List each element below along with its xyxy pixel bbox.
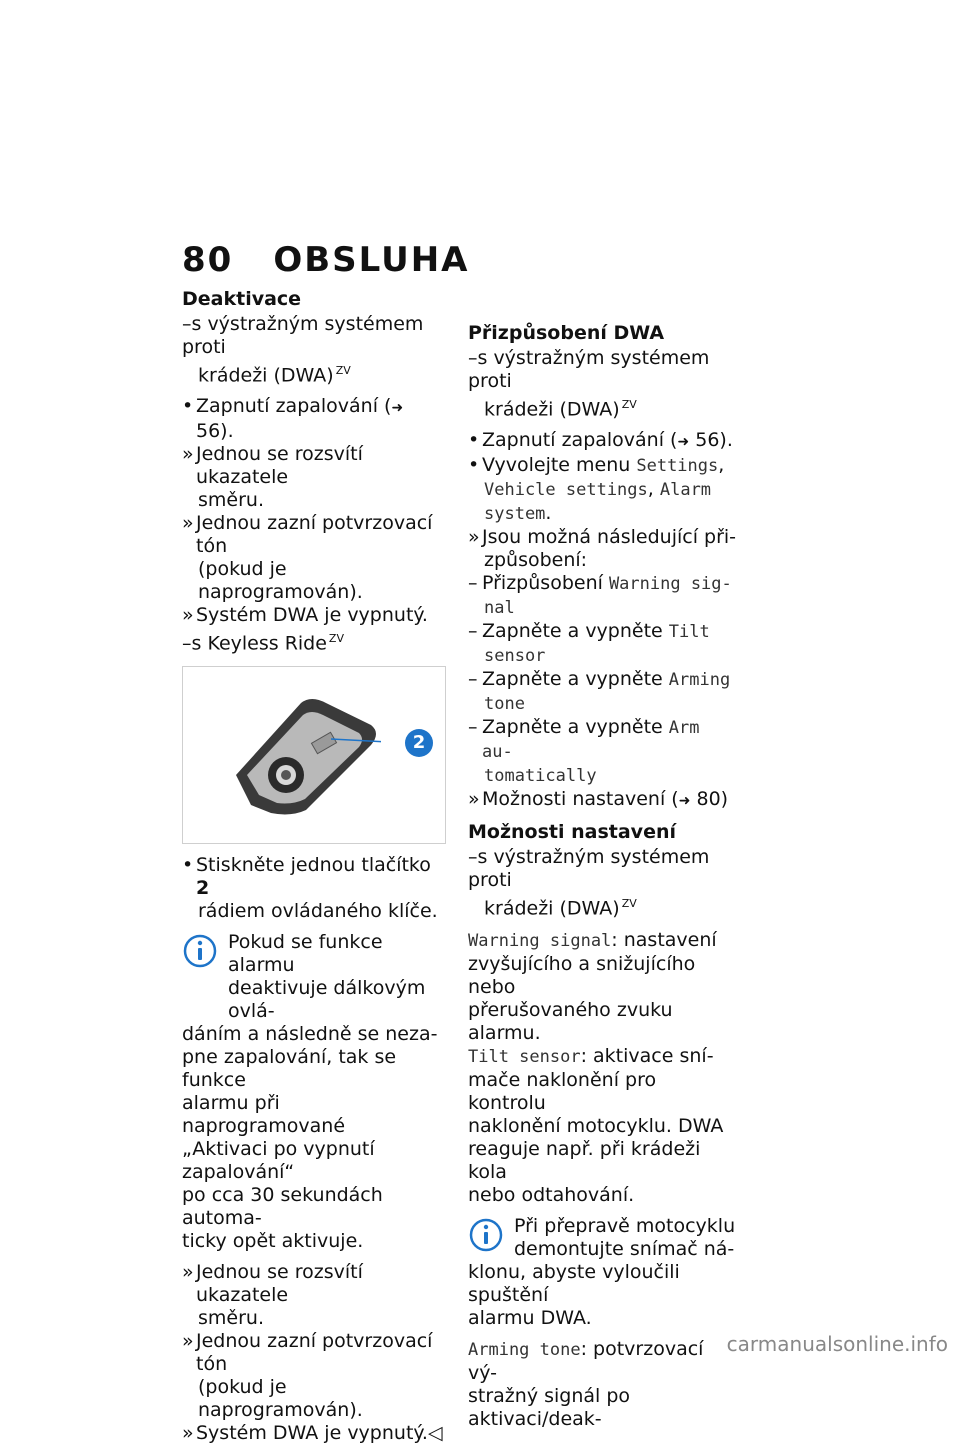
info-text: demontujte snímač ná- bbox=[514, 1237, 735, 1260]
dash-icon: – bbox=[468, 572, 478, 595]
menu-option: nal bbox=[484, 598, 515, 619]
dash-item bbox=[468, 620, 738, 644]
callout-badge: 2 bbox=[405, 729, 433, 757]
dash-item-cont bbox=[468, 692, 738, 716]
page-header bbox=[182, 240, 469, 280]
bullet-item: • Vyvolejte menu Settings, bbox=[468, 454, 725, 477]
menu-option: Warning sig- bbox=[608, 574, 732, 595]
dash-item bbox=[468, 716, 738, 764]
option-desc: zvyšujícího a snižujícího nebo bbox=[468, 952, 696, 998]
dash-item-cont bbox=[468, 644, 738, 668]
result-item bbox=[468, 788, 738, 813]
menu-option: Tilt bbox=[668, 622, 710, 643]
result-icon: » bbox=[182, 1260, 194, 1283]
bullet-icon: • bbox=[182, 853, 194, 876]
bullet-item bbox=[468, 429, 738, 454]
key-figure bbox=[182, 666, 446, 844]
info-text: deaktivuje dálkovým ovlá- bbox=[228, 976, 426, 1022]
result-item bbox=[182, 512, 444, 558]
result-icon: » bbox=[182, 443, 194, 466]
result-item bbox=[182, 604, 444, 627]
bullet-icon: • bbox=[182, 395, 194, 418]
dash-text: Zapněte a vypněte bbox=[482, 620, 663, 643]
info-text: dáním a následně se neza- bbox=[182, 1022, 438, 1045]
info-text: Pokud se funkce alarmu bbox=[228, 930, 383, 976]
result-item-cont: (pokud je naprogramován). bbox=[198, 1375, 363, 1421]
result-icon: » bbox=[182, 604, 194, 627]
option-desc: naklonění motocyklu. DWA bbox=[468, 1114, 724, 1137]
bullet-item-cont: rádiem ovládaného klíče. bbox=[198, 899, 438, 922]
sup-label: ZV bbox=[621, 897, 637, 911]
right-column bbox=[468, 322, 738, 1431]
requirement-text: krádeži (DWA) bbox=[484, 897, 620, 920]
requirement-line-cont bbox=[182, 359, 444, 387]
result-item-cont: směru. bbox=[198, 489, 264, 512]
page-title: OBSLUHA bbox=[273, 240, 470, 280]
ref-arrow-icon: ➜ bbox=[678, 793, 691, 810]
option-desc: nebo odtahování. bbox=[468, 1183, 635, 1206]
section-heading: Možnosti nastavení bbox=[468, 821, 676, 844]
option-name: Warning signal bbox=[468, 930, 612, 951]
result-text: Jsou možná následující při- bbox=[482, 526, 737, 549]
dash-text: Zapněte a vypněte bbox=[482, 716, 663, 739]
result-text: Jednou zazní potvrzovací tón bbox=[196, 1329, 433, 1375]
sup-label: ZV bbox=[335, 364, 351, 377]
dash-item bbox=[468, 668, 738, 692]
bullet-text: Vyvolejte menu bbox=[482, 454, 631, 477]
menu-option: tomatically bbox=[484, 766, 597, 787]
menu-option: Arming bbox=[668, 670, 731, 691]
dash-item bbox=[468, 572, 738, 596]
requirement-text: krádeži (DWA) bbox=[484, 398, 620, 421]
result-item bbox=[468, 526, 738, 549]
bullet-item bbox=[182, 395, 444, 443]
option-desc: : potvrzovací vý- bbox=[468, 1337, 704, 1384]
option-paragraph bbox=[468, 929, 738, 953]
result-text: Systém DWA je vypnutý. bbox=[196, 1421, 428, 1444]
info-note bbox=[468, 1215, 738, 1330]
info-icon bbox=[182, 933, 218, 969]
requirement-line: –s výstražným systémem proti bbox=[468, 846, 710, 892]
option-name: Arming tone bbox=[468, 1339, 581, 1360]
left-column bbox=[182, 288, 444, 1445]
bullet-text: Zapnutí zapalování ( bbox=[196, 395, 392, 418]
info-text: po cca 30 sekundách automa- bbox=[182, 1183, 383, 1229]
option-desc: : nastavení bbox=[611, 928, 717, 951]
bullet-icon: • bbox=[468, 454, 480, 477]
result-text: Možnosti nastavení ( bbox=[482, 788, 679, 811]
requirement-line bbox=[182, 627, 444, 655]
option-paragraph bbox=[468, 1338, 738, 1385]
bullet-item bbox=[182, 854, 444, 900]
result-item bbox=[182, 1261, 444, 1307]
info-text: alarmu DWA. bbox=[468, 1306, 592, 1329]
bullet-item-cont: system. bbox=[484, 502, 552, 525]
option-desc: přerušovaného zvuku alarmu. bbox=[468, 998, 673, 1044]
dash-item-cont bbox=[468, 764, 738, 788]
info-text: pne zapalování, tak se funkce bbox=[182, 1045, 397, 1091]
page-number: 80 bbox=[182, 240, 234, 280]
result-item-cont: směru. bbox=[198, 1306, 264, 1329]
dash-icon: – bbox=[468, 716, 478, 739]
result-icon: » bbox=[182, 1421, 194, 1444]
section-heading: Deaktivace bbox=[182, 288, 302, 310]
result-text: Jednou zazní potvrzovací tón bbox=[196, 512, 433, 558]
info-text: „Aktivaci po vypnutí zapalování“ bbox=[182, 1137, 375, 1183]
ref-arrow-icon: ➜ bbox=[391, 400, 404, 417]
result-icon: » bbox=[468, 788, 480, 811]
menu-option: Arm au- bbox=[482, 718, 700, 763]
result-icon: » bbox=[182, 1329, 194, 1352]
watermark: carmanualsonline.info bbox=[726, 1332, 948, 1356]
section-heading: Přizpůsobení DWA bbox=[468, 322, 665, 344]
info-text: ticky opět aktivuje. bbox=[182, 1229, 364, 1252]
page-ref: 56). bbox=[695, 429, 733, 452]
menu-path: Alarm bbox=[659, 480, 712, 501]
result-text: Jednou se rozsvítí ukazatele bbox=[196, 443, 363, 489]
menu-option: tone bbox=[484, 694, 525, 715]
result-icon: » bbox=[182, 512, 194, 535]
result-item bbox=[182, 1330, 444, 1376]
result-text: Jednou se rozsvítí ukazatele bbox=[196, 1260, 363, 1306]
bullet-text: Stiskněte jednou tlačítko bbox=[196, 853, 431, 876]
option-desc: mače naklonění pro kontrolu bbox=[468, 1068, 657, 1114]
requirement-line: –s výstražným systémem proti bbox=[468, 347, 710, 392]
option-desc: : aktivace sní- bbox=[580, 1044, 714, 1067]
info-text: klonu, abyste vyloučili spuštění bbox=[468, 1260, 680, 1306]
menu-option: sensor bbox=[484, 646, 546, 667]
option-name: Tilt sensor bbox=[468, 1046, 581, 1067]
requirement-line: –s výstražným systémem proti bbox=[182, 313, 424, 358]
result-item bbox=[182, 1422, 444, 1445]
page-ref: 56). bbox=[196, 420, 234, 443]
page-ref: 80) bbox=[696, 788, 729, 811]
dash-text: Zapněte a vypněte bbox=[482, 668, 663, 691]
result-item bbox=[182, 443, 444, 489]
button-number: 2 bbox=[196, 876, 210, 899]
requirement-line-cont bbox=[468, 393, 738, 421]
dash-text: Přizpůsobení bbox=[482, 572, 603, 595]
result-item-cont: způsobení: bbox=[484, 549, 588, 572]
dash-icon: – bbox=[468, 620, 478, 643]
bullet-text: Zapnutí zapalování ( bbox=[482, 429, 678, 452]
bullet-icon: • bbox=[468, 429, 480, 452]
info-icon bbox=[468, 1217, 504, 1253]
info-text: alarmu při naprogramované bbox=[182, 1091, 346, 1137]
requirement-text: –s Keyless Ride bbox=[182, 632, 327, 655]
end-mark-icon: ◁ bbox=[427, 1421, 443, 1444]
requirement-line-cont bbox=[468, 892, 738, 920]
result-item-cont: (pokud je naprogramován). bbox=[198, 558, 363, 604]
sup-label: ZV bbox=[328, 632, 344, 646]
result-text: Systém DWA je vypnutý. bbox=[196, 604, 428, 627]
bullet-item-cont: Vehicle settings, Alarm bbox=[484, 478, 712, 501]
option-desc: reaguje např. při krádeži kola bbox=[468, 1137, 701, 1183]
sup-label: ZV bbox=[621, 398, 637, 411]
key-fob-image bbox=[231, 695, 381, 815]
dash-item-cont bbox=[468, 596, 738, 620]
menu-path: system bbox=[484, 504, 546, 525]
option-paragraph bbox=[468, 1045, 738, 1069]
menu-path: Settings bbox=[636, 456, 719, 477]
info-text: Při přepravě motocyklu bbox=[514, 1214, 736, 1237]
result-icon: » bbox=[468, 526, 480, 549]
dash-icon: – bbox=[468, 668, 478, 691]
menu-path: Vehicle settings bbox=[484, 480, 648, 501]
ref-arrow-icon: ➜ bbox=[677, 434, 690, 451]
option-desc: stražný signál po aktivaci/deak- bbox=[468, 1384, 631, 1430]
requirement-text: krádeži (DWA) bbox=[198, 364, 334, 387]
info-note bbox=[182, 931, 444, 1253]
